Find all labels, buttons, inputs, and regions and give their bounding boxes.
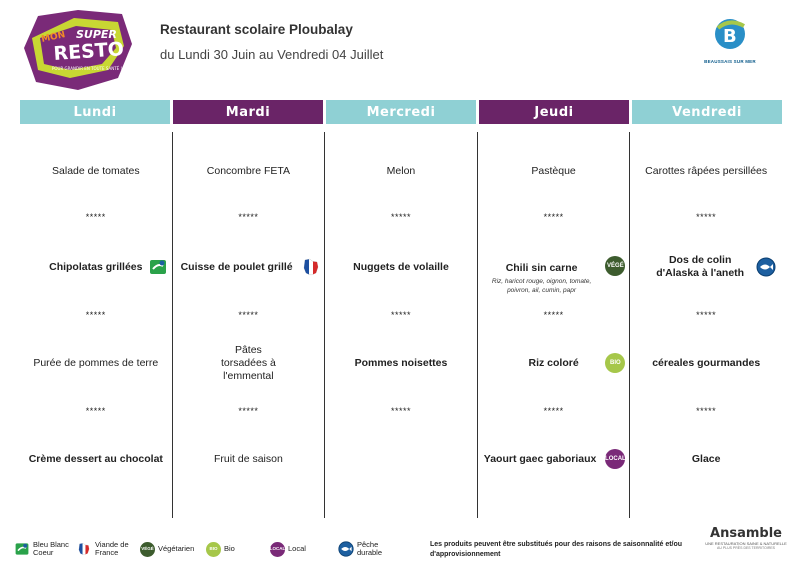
menu-dessert <box>478 450 630 468</box>
menu-plat-label: Dos de colin d'Alaska à l'aneth <box>656 254 745 279</box>
svg-text:POUR GRANDIR EN TOUTE SANTÉ !: POUR GRANDIR EN TOUTE SANTÉ ! <box>52 66 123 71</box>
legend-viande-de-france: Viande de France <box>76 541 140 557</box>
separator: ***** <box>85 310 106 320</box>
separator: ***** <box>390 212 411 222</box>
day-header-lundi: Lundi <box>20 100 170 124</box>
separator: ***** <box>238 310 259 320</box>
menu-plat: Nuggets de volaille <box>353 260 449 273</box>
legend <box>14 538 408 560</box>
substitution-notice: Les produits peuvent être substitués pour des raisons de saisonnalité et/ou d'approvisionnement <box>430 541 683 558</box>
menu-dessert-label: Yaourt gaec gaboriaux <box>483 452 597 465</box>
ansamble-tagline: UNE RESTAURATION SAINE & NATURELLE <box>705 541 787 546</box>
separator: ***** <box>85 406 106 416</box>
day-column-mercredi <box>324 132 477 518</box>
separator: ***** <box>390 310 411 320</box>
legend-vegetarien: VÉGÉ Végétarien <box>140 542 206 557</box>
menu-dessert: Crème dessert au chocolat <box>28 452 163 465</box>
date-range: du Lundi 30 Juin au Vendredi 04 Juillet <box>160 47 384 62</box>
menu-accompagnement: Pâtes torsadées à l'emmental <box>220 343 276 382</box>
viande-de-france-icon <box>300 256 322 278</box>
separator: ***** <box>543 406 564 416</box>
separator: ***** <box>238 212 259 222</box>
svg-text:MON: MON <box>40 30 67 45</box>
bleu-blanc-coeur-icon <box>14 541 30 557</box>
menu-entree: Melon <box>386 164 416 177</box>
legend-local: LOCAL Local <box>270 542 338 557</box>
day-column-lundi <box>20 132 172 518</box>
menu-plat <box>478 258 630 298</box>
menu-accompagnement: Pommes noisettes <box>354 356 448 369</box>
page-title: Restaurant scolaire Ploubalay <box>160 22 353 37</box>
day-header-mercredi: Mercredi <box>326 100 476 124</box>
legend-bio: BIO Bio <box>206 542 270 557</box>
ansamble-tagline-2: AU PLUS PRÈS DES TERRITOIRES <box>716 546 776 550</box>
day-header-jeudi: Jeudi <box>479 100 629 124</box>
menu-plat <box>20 258 172 276</box>
local-icon: LOCAL <box>270 542 285 557</box>
menu-grid <box>20 132 782 518</box>
menu-accompagnement: Purée de pommes de terre <box>33 356 159 369</box>
separator: ***** <box>390 406 411 416</box>
menu-entree: Pastèque <box>531 164 576 177</box>
day-column-mardi <box>172 132 325 518</box>
menu-entree: Concombre FETA <box>206 164 291 177</box>
peche-durable-icon <box>338 541 354 557</box>
legend-bleu-blanc-coeur: Bleu Blanc Coeur <box>14 541 76 557</box>
menu-plat-label: Chili sin carne <box>505 261 578 274</box>
menu-accompagnement: céreales gourmandes <box>652 356 761 369</box>
beaussais-emblem-icon <box>710 16 750 52</box>
separator: ***** <box>696 310 717 320</box>
menu-dessert: Fruit de saison <box>213 452 283 465</box>
separator: ***** <box>85 212 106 222</box>
ansamble-name: Ansamble <box>710 526 782 541</box>
menu-accompagnement <box>478 354 630 372</box>
bio-icon: BIO <box>605 353 625 373</box>
menu-plat-label: Cuisse de poulet grillé <box>180 260 293 273</box>
vege-icon: VÉGÉ <box>605 256 625 276</box>
day-headers <box>20 100 782 124</box>
menu-accompagnement-label: Riz coloré <box>528 356 579 369</box>
viande-de-france-icon <box>76 541 92 557</box>
menu-dessert: Glace <box>691 452 721 465</box>
ansamble-logo <box>700 526 792 550</box>
svg-text:B: B <box>723 26 737 47</box>
day-column-vendredi <box>629 132 782 518</box>
menu-entree: Salade de tomates <box>52 164 140 177</box>
separator: ***** <box>543 310 564 320</box>
bio-icon: BIO <box>206 542 221 557</box>
local-icon: LOCAL <box>605 449 625 469</box>
separator: ***** <box>238 406 259 416</box>
day-header-vendredi: Vendredi <box>632 100 782 124</box>
menu-dessert <box>325 450 477 468</box>
legend-peche-durable: Pêche durable <box>338 541 408 557</box>
bleu-blanc-coeur-icon <box>148 257 168 277</box>
menu-plat <box>173 258 325 276</box>
vege-icon: VÉGÉ <box>140 542 155 557</box>
svg-text:SUPER: SUPER <box>76 28 117 41</box>
separator: ***** <box>696 406 717 416</box>
separator: ***** <box>543 212 564 222</box>
menu-plat <box>630 252 782 282</box>
beaussais-logo <box>700 16 760 68</box>
svg-text:RESTO: RESTO <box>52 38 125 65</box>
menu-entree: Carottes râpées persillées <box>645 164 768 177</box>
day-column-jeudi <box>477 132 630 518</box>
day-header-mardi: Mardi <box>173 100 323 124</box>
town-label: BEAUSSAIS SUR MER <box>704 59 756 64</box>
menu-plat-detail: Riz, haricot rouge, oignon, tomate, poivron, ail, cumin, papr <box>491 277 592 294</box>
peche-durable-icon <box>756 257 776 277</box>
menu-plat-label: Chipolatas grillées <box>49 260 143 273</box>
separator: ***** <box>696 212 717 222</box>
mon-super-resto-logo <box>18 8 136 94</box>
